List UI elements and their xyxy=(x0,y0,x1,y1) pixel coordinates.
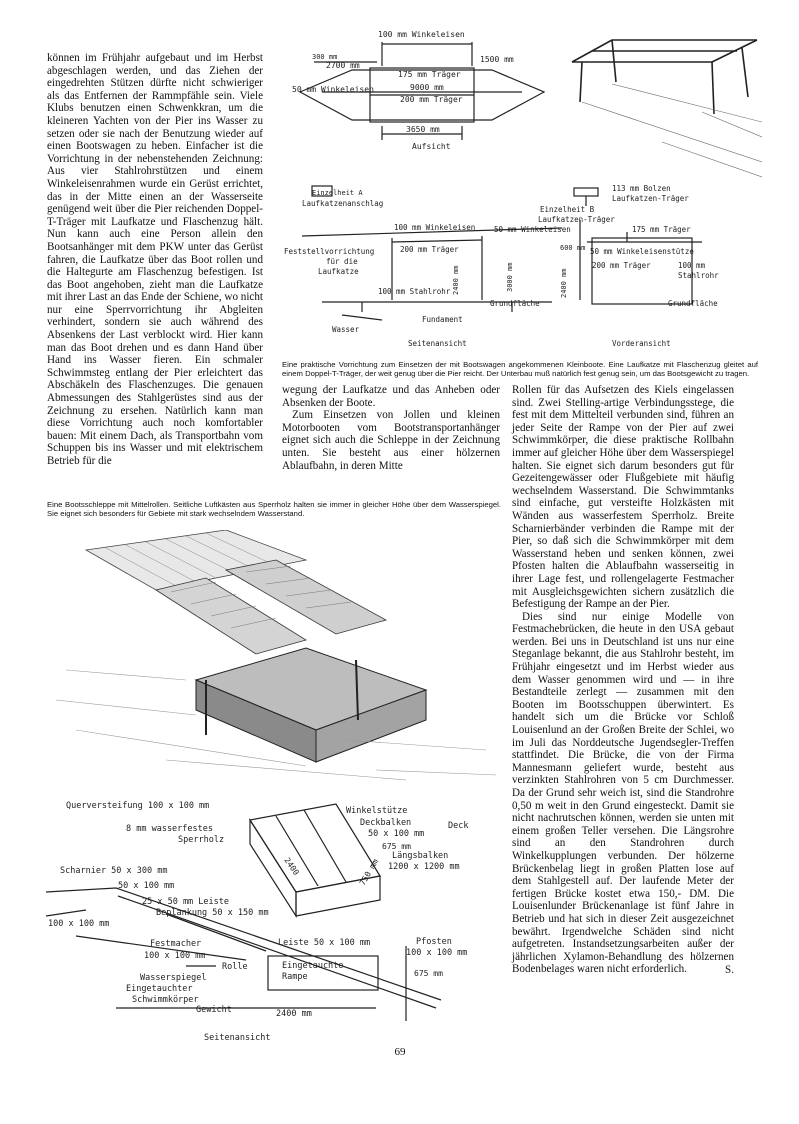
elev-label: Laufkatzenanschlag xyxy=(302,199,384,208)
elev-label: 600 mm xyxy=(560,244,586,252)
ramp-label: Winkelstütze xyxy=(346,806,408,816)
elev-label: 50 mm Winkeleisenstütze xyxy=(590,247,694,256)
ramp-label: Scharnier 50 x 300 mm xyxy=(60,866,168,876)
right-text-column xyxy=(512,384,734,977)
ramp-label: Festmacher xyxy=(150,939,202,949)
ramp-label: 50 x 100 mm xyxy=(368,829,425,839)
elev-label: Grundfläche xyxy=(490,299,540,308)
elev-label: Laufkatzen-Träger xyxy=(538,215,615,224)
elev-label: 200 mm Träger xyxy=(400,245,459,254)
paragraph: Zum Einsetzen von Jollen und kleinen Motorbooten vom Bootstransportanhänger eignet sich auch die Schleppe in der Zeichnung unten. Sie besteht aus einer hölzernen Ablaufbahn, in deren Mitte xyxy=(282,409,500,472)
ramp-label: 2400 mm xyxy=(276,1009,312,1019)
ramp-label: 100 x 100 mm xyxy=(406,948,468,958)
elev-label: 100 mm Stahlrohr xyxy=(378,287,451,296)
elev-label: Laufkatzen-Träger xyxy=(612,194,689,203)
ramp-label: Wasserspiegel xyxy=(140,973,207,983)
ramp-label: 675 mm xyxy=(382,842,411,851)
ramp-label: Querversteifung 100 x 100 mm xyxy=(66,801,210,811)
paragraph: können im Frühjahr aufgebaut und im Herbst abgeschlagen werden, und das Ziehen der eingedrehten Stützen dürfte nicht schwieriger als das Entfernen der Rammpfähle sein. Viele Klubs benutzen einen Schwenkkran, um die kleineren Yachten von der Pier ins Wasser zu setzen oder sie nach der Benutzung wieder auf einen Bootswagen zu heben. Einfacher ist die Vorrichtung in der nebenstehenden Zeichnung: Aus vier Stahlrohrstützen und einem Winkeleisenrahmen wurde ein Gerüst errichtet, das in der Mitte einen an der Wasserseite genügend weit über die Pier reichenden Doppel-T-Träger mit Laufkatze und Flaschenzug hält. Nun kann auch eine Person allein den Bootsanhänger mit dem PKW unter das Gerüst fahren, die Laufkatze über das Boot rollen und die Haltegurte am Flaschenzug befestigen. Ist das Boot angehoben, zieht man die Laufkatze mit ihrer Last an das Ende der Schiene, wo nicht nur eine Sperrvorrichtung ihr Abgleiten verhindert, sondern sie auch während des Absenkens der Last verblockt wird. Hier kann man das Boot drehen und es dann Hand über Hand ins Wasser fieren. Ein schmaler Schwimmsteg entlang der Pier erleichtert das Abschäkeln des Flaschenzuges. Die genauen Abmessungen des Stahlgerüstes sind aus der Zeichnung zu ersehen. Natürlich kann man diese Vorrichtung auch noch komfortabler bauen: Mit einem Dach, als Transportbahn vom Schuppen bis ins Wasser und mit elektrischem Betrieb für die xyxy=(47,52,263,467)
ramp-label: Rolle xyxy=(222,962,248,972)
ramp-label: Schwimmkörper xyxy=(132,995,199,1005)
ramp-label: Deckbalken xyxy=(360,818,412,828)
figure-caption-top: Eine praktische Vorrichtung zum Einsetzen der mit Bootswagen angekommenen Kleinboote. Eine Laufkatze mit Flaschenzug gleitet auf einem Doppel-T-Träger, der weit genug über die Pier reicht. Der Unterbau muß natürlich fest genug sein, um das Bootsgewicht zu tragen. xyxy=(282,360,758,379)
elev-label: Feststellvorrichtung xyxy=(284,247,375,256)
elev-label: 3000 mm xyxy=(506,262,514,292)
plan-label: 3650 mm xyxy=(406,125,440,134)
elev-label: Fundament xyxy=(422,315,463,324)
elev-label: Einzelheit B xyxy=(540,205,595,214)
ramp-label: 1200 x 1200 mm xyxy=(388,862,460,872)
signature: S. xyxy=(725,963,734,976)
elev-label: 50 mm Winkeleisen xyxy=(494,225,571,234)
plan-view-figure xyxy=(282,22,762,182)
ramp-label: Eingetauchte xyxy=(282,961,344,971)
figure-caption-middle: Eine Bootsschleppe mit Mittelrollen. Seitliche Luftkästen aus Sperrholz halten sie immer in gleicher Höhe über dem Wasserspiegel. Sie eignet sich besonders für Gebiete mit stark wechselndem Wasserstand. xyxy=(47,500,501,519)
ramp-label: Rampe xyxy=(282,972,308,982)
ramp-label: 750 mm xyxy=(357,857,381,887)
elev-label: für die xyxy=(326,257,358,266)
plan-label: 2700 mm xyxy=(326,61,360,70)
elev-label: Laufkatze xyxy=(318,267,359,276)
elev-label: Vorderansicht xyxy=(612,339,671,348)
elev-label: 200 mm Träger xyxy=(592,261,651,270)
elev-label: 100 mm xyxy=(678,261,706,270)
ramp-label: 2400 xyxy=(282,855,301,877)
ramp-section-drawing xyxy=(46,796,506,1046)
elev-label: 2400 mm xyxy=(452,265,460,295)
ramp-label: Leiste 50 x 100 mm xyxy=(278,938,371,948)
ramp-label: Längsbalken xyxy=(392,851,449,861)
paragraph: wegung der Laufkatze und das Anheben oder Absenken der Boote. xyxy=(282,384,500,409)
ramp-label: Gewicht xyxy=(196,1005,232,1015)
plan-label: 50 mm Winkeleisen xyxy=(292,85,374,94)
middle-text-column xyxy=(282,384,500,472)
plan-label: 1500 mm xyxy=(480,55,514,64)
ramp-label: 100 x 100 mm xyxy=(48,919,110,929)
ramp-label: Beplankung 50 x 150 mm xyxy=(156,908,269,918)
ramp-label: 8 mm wasserfestes xyxy=(126,824,213,834)
ramp-label: Seitenansicht xyxy=(204,1033,271,1043)
ramp-label: 100 x 100 mm xyxy=(144,951,206,961)
elev-label: Einzelheit A xyxy=(312,189,363,197)
ramp-label: Sperrholz xyxy=(178,835,225,845)
elev-label: 175 mm Träger xyxy=(632,225,691,234)
plan-label: 200 mm Träger xyxy=(400,95,463,104)
elev-label: Seitenansicht xyxy=(408,339,467,348)
elev-label: 113 mm Bolzen xyxy=(612,184,671,193)
ramp-label: 50 x 100 mm xyxy=(118,881,175,891)
plan-label: 100 mm Winkeleisen xyxy=(378,30,465,39)
elev-label: Grundfläche xyxy=(668,299,718,308)
elev-label: 2400 mm xyxy=(560,268,568,298)
plan-label: 300 mm xyxy=(312,53,338,61)
elev-label: Wasser xyxy=(332,325,360,334)
elev-label: Stahlrohr xyxy=(678,271,719,280)
elevation-figure xyxy=(282,180,762,350)
ramp-label: 25 x 50 mm Leiste xyxy=(142,897,229,907)
ramp-label: 675 mm xyxy=(414,969,443,978)
plan-label: Aufsicht xyxy=(412,142,451,151)
boat-ramp-illustration xyxy=(46,530,506,795)
left-text-column xyxy=(47,52,263,468)
paragraph: Dies sind nur einige Modelle von Festmachebrücken, die heute in den USA gebaut werden. Bei uns in Deutschland ist uns nur eine Steganlage bekannt, die aus Stahlrohr besteht, im Frühjahr eingesetzt und im Herbst wieder aus dem Wasser genommen wird und — in ihre Bestandteile zerlegt — zusammen mit den Booten im Bootsschuppen überwintert. Es handelt sich um die Brücke vor Schloß Louisenlund an der Großen Breite der Schlei, wo im Juli das Norddeutsche Jugendsegler-Treffen stattfindet. Die Brücke, die von der Firma Mannesmann geliefert wurde, besteht aus verzinkten Stahlrohren von 5 cm Durchmesser. Da der Grund sehr weich ist, sind die Standrohre 0,50 m weit in den Grund eingesteckt. Damit sie nicht nachrutschen können, werden sie unten mit einem großen Teller versehen. Die Längsrohre sind an den Standrohren durch Winkelkupplungen verbunden. Der hölzerne Brückenbelag liegt in großen Platten lose auf dem Stahlgestell auf. Der laufende Meter der fertigen Brücke kostet etwa 150,- DM. Die Louisenlunder Brückenanlage ist fünf Jahre in Betrieb und hat sich in dieser Zeit ausgezeichnet bewährt. Irgendwelche Schäden sind nicht aufgetreten. Instandsetzungsarbeiten außer der jährlichen Xylamon-Behandlung des hölzernen Bodenbelages waren nicht erforderlich. xyxy=(512,610,734,976)
ramp-label: Deck xyxy=(448,821,469,831)
page-number: 69 xyxy=(394,1046,406,1058)
plan-label: 9000 mm xyxy=(410,83,444,92)
plan-label: 175 mm Träger xyxy=(398,70,461,79)
elev-label: 100 mm Winkeleisen xyxy=(394,223,476,232)
paragraph: Rollen für das Aufsetzen des Kiels eingelassen sind. Zwei Stelling-artige Verbindungsstege, die fest mit dem Mittelteil verbunden sind, führen an jeder Seite der Rampe von der Pier auf zwei Schwimmkörper, die diese praktische Rollbahn immer auf gleicher Höhe über dem Wasserspiegel halten. Sie eignet sich darum besonders gut für Gezeitengewässer oder Flußgebiete mit häufig wechselndem Wasserstand. Die Schwimmtanks sind einfache, gut versteifte Holzkästen mit Wänden aus wasserfestem Sperrholz. Breite Scharnierbänder verbinden die Rampe mit der Pier, so daß sich die Schwimmkörper mit dem Wasserstand heben und senken können, zwei Pfosten halten die Ablaufbahn wasserseitig in ihrer Lage fest, und rollengelagerte Festmacher mit Ausgleichsgewichten sichern zusätzlich die Befestigung der Rampe an der Pier. xyxy=(512,384,734,611)
ramp-label: Eingetauchter xyxy=(126,984,193,994)
ramp-label: Pfosten xyxy=(416,937,452,947)
